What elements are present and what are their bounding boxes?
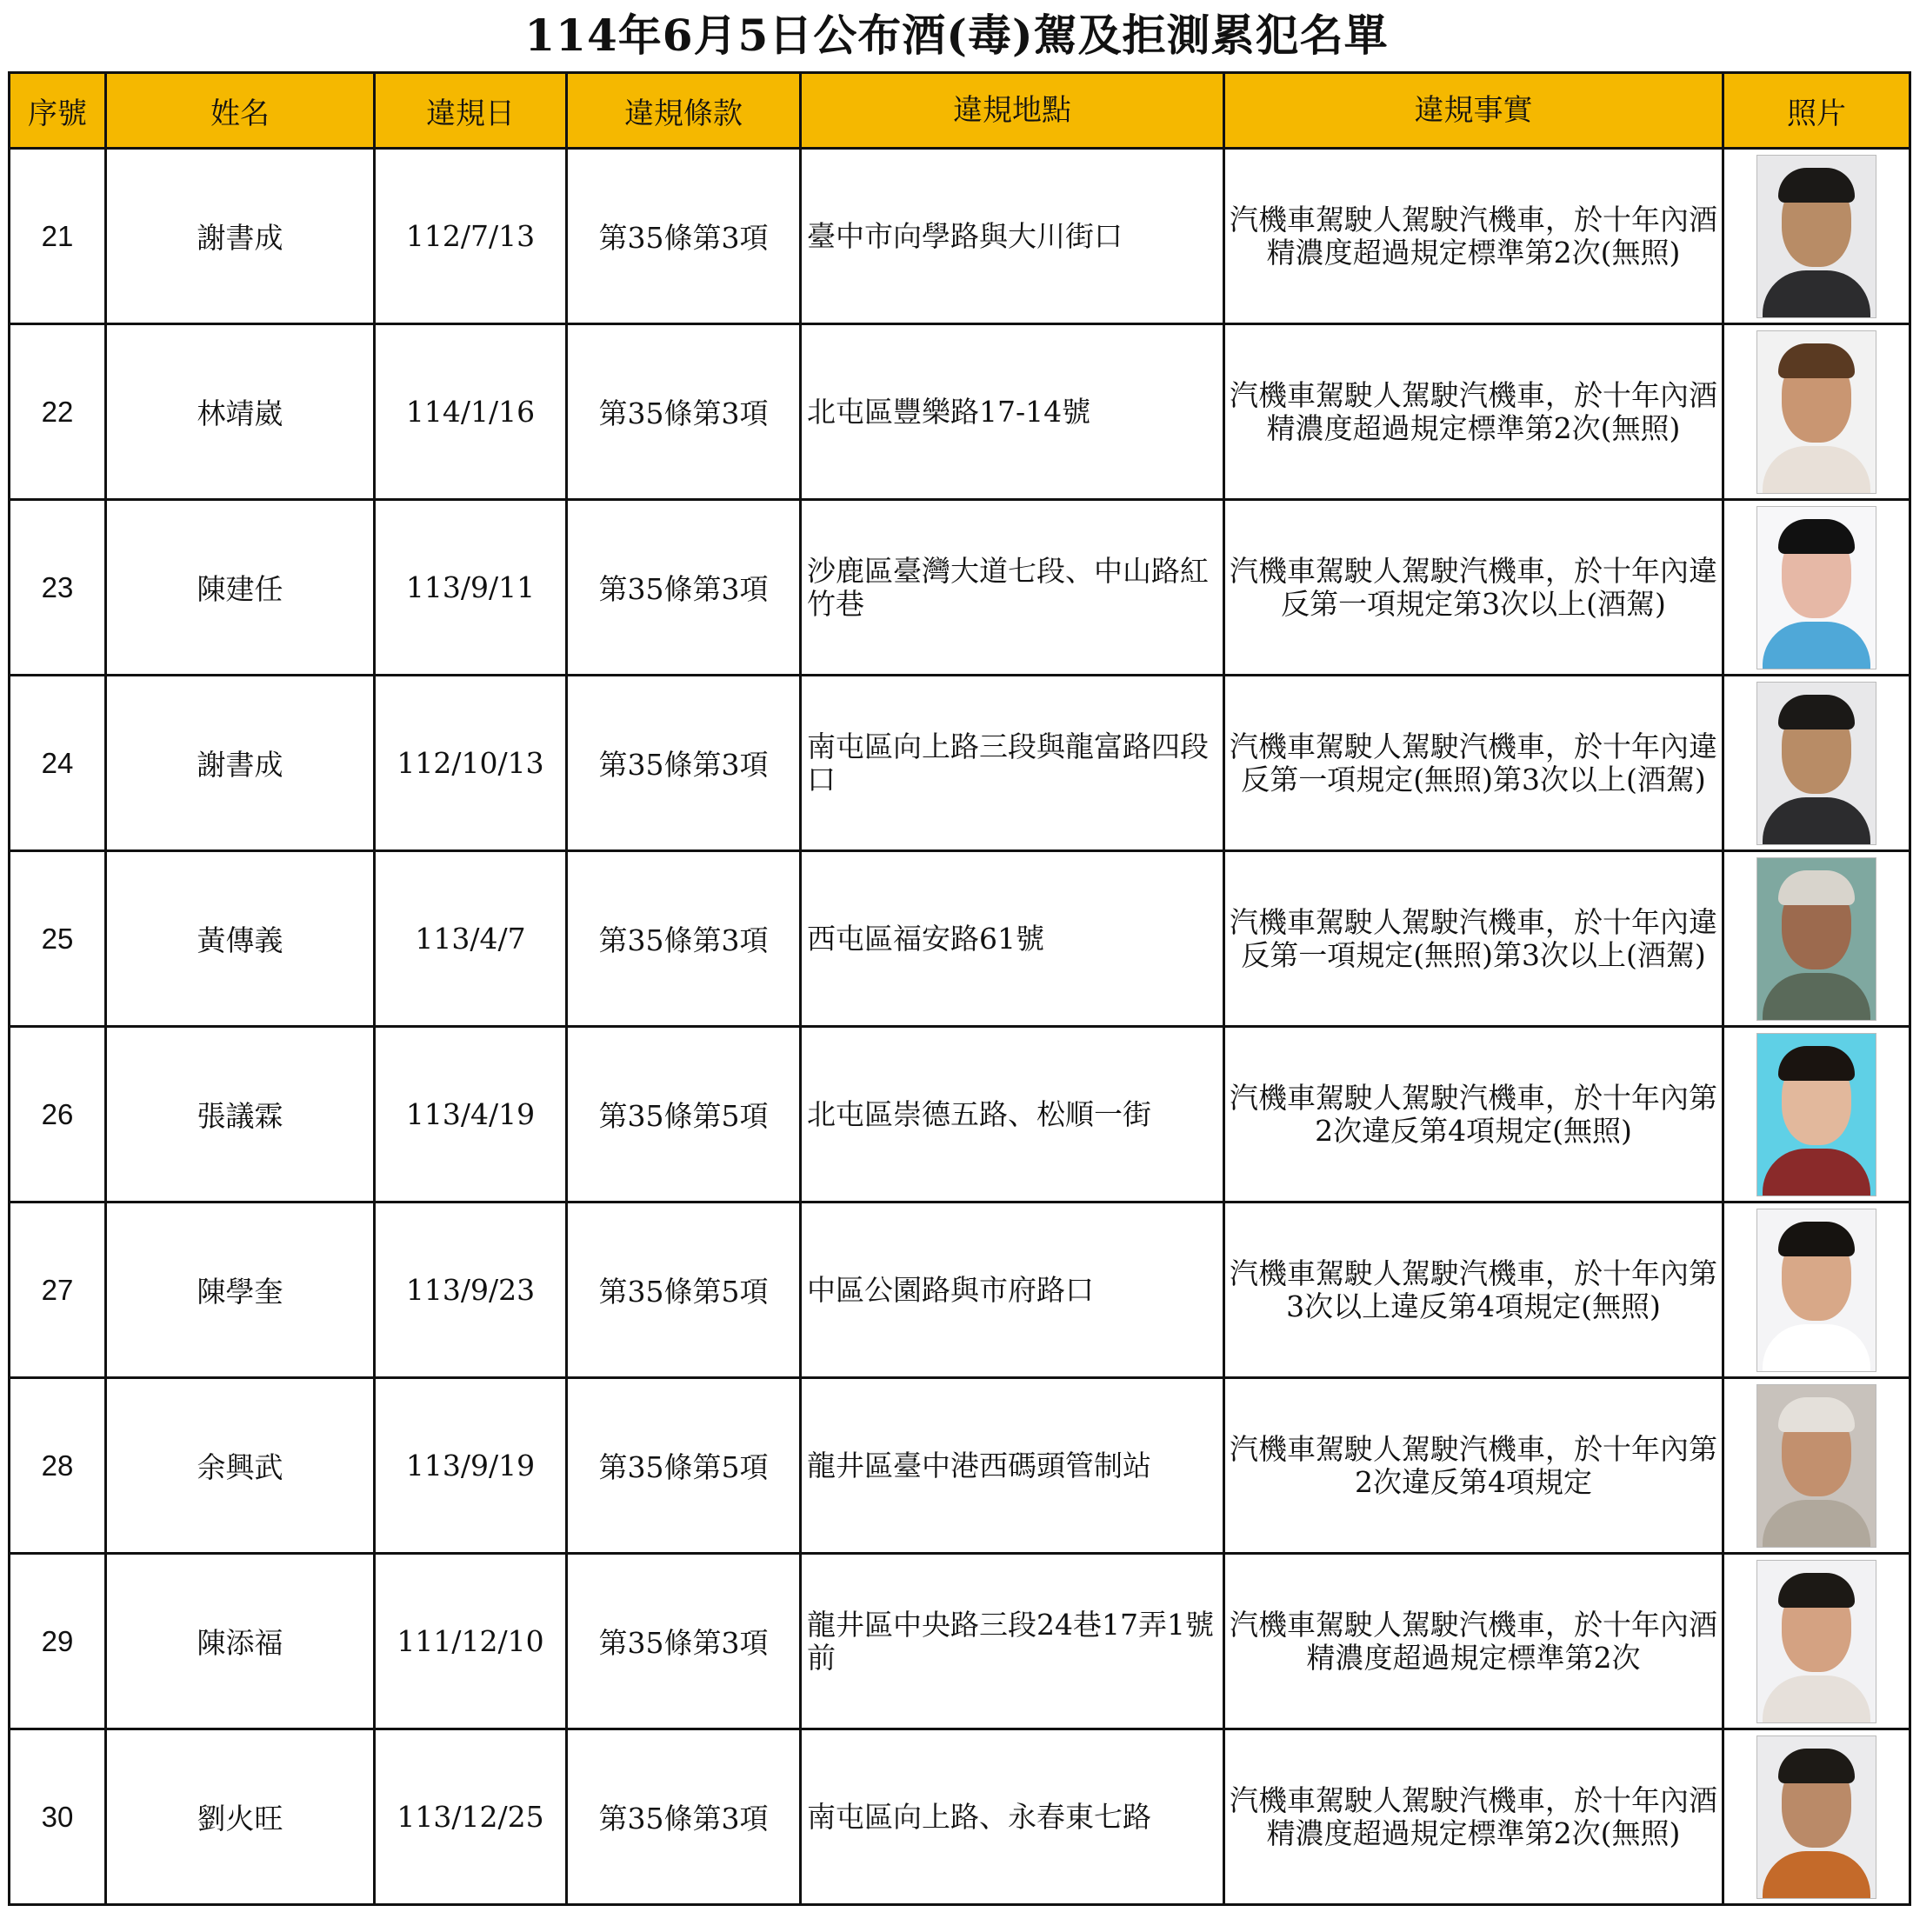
row-photo-cell: [1723, 324, 1910, 500]
row-seq: 24: [10, 676, 106, 851]
person-photo-icon: [1756, 1033, 1876, 1196]
row-name: 陳學奎: [106, 1203, 375, 1378]
row-date: 113/9/19: [375, 1378, 567, 1554]
row-location: 龍井區中央路三段24巷17弄1號前: [801, 1554, 1224, 1729]
row-fact: 汽機車駕駛人駕駛汽機車，於十年內酒精濃度超過規定標準第2次(無照): [1224, 1729, 1723, 1905]
row-date: 112/10/13: [375, 676, 567, 851]
header-fact: 違規事實: [1224, 73, 1723, 149]
row-law: 第35條第3項: [567, 149, 801, 324]
row-fact: 汽機車駕駛人駕駛汽機車，於十年內違反第一項規定(無照)第3次以上(酒駕): [1224, 851, 1723, 1027]
row-name: 林靖崴: [106, 324, 375, 500]
row-fact: 汽機車駕駛人駕駛汽機車，於十年內酒精濃度超過規定標準第2次: [1224, 1554, 1723, 1729]
header-law: 違規條款: [567, 73, 801, 149]
photo-hair: [1778, 343, 1855, 378]
photo-hair: [1778, 519, 1855, 554]
row-photo-cell: [1723, 149, 1910, 324]
row-name: 張議霖: [106, 1027, 375, 1203]
row-fact: 汽機車駕駛人駕駛汽機車，於十年內酒精濃度超過規定標準第2次(無照): [1224, 149, 1723, 324]
row-date: 114/1/16: [375, 324, 567, 500]
photo-shoulders: [1763, 1851, 1870, 1899]
row-name: 謝書成: [106, 149, 375, 324]
photo-shoulders: [1763, 270, 1870, 318]
photo-hair: [1778, 695, 1855, 729]
photo-hair: [1778, 1046, 1855, 1081]
photo-shoulders: [1763, 622, 1870, 670]
row-fact: 汽機車駕駛人駕駛汽機車，於十年內第3次以上違反第4項規定(無照): [1224, 1203, 1723, 1378]
row-law: 第35條第3項: [567, 500, 801, 676]
photo-shoulders: [1763, 973, 1870, 1021]
header-name: 姓名: [106, 73, 375, 149]
table-row: [10, 149, 1910, 324]
person-photo-icon: [1756, 1560, 1876, 1723]
row-seq: 30: [10, 1729, 106, 1905]
header-photo: 照片: [1723, 73, 1910, 149]
row-date: 113/4/19: [375, 1027, 567, 1203]
person-photo-icon: [1756, 506, 1876, 670]
row-date: 113/9/11: [375, 500, 567, 676]
row-fact: 汽機車駕駛人駕駛汽機車，於十年內酒精濃度超過規定標準第2次(無照): [1224, 324, 1723, 500]
photo-hair: [1778, 1749, 1855, 1783]
table-row: [10, 851, 1910, 1027]
table-row: [10, 324, 1910, 500]
person-photo-icon: [1756, 155, 1876, 318]
table-row: [10, 1027, 1910, 1203]
table-header-row: [10, 73, 1910, 149]
row-location: 南屯區向上路、永春東七路: [801, 1729, 1224, 1905]
photo-shoulders: [1763, 1324, 1870, 1372]
row-photo-cell: [1723, 1554, 1910, 1729]
row-location: 中區公園路與市府路口: [801, 1203, 1224, 1378]
photo-hair: [1778, 168, 1855, 203]
row-location: 龍井區臺中港西碼頭管制站: [801, 1378, 1224, 1554]
photo-shoulders: [1763, 797, 1870, 845]
person-photo-icon: [1756, 1209, 1876, 1372]
row-law: 第35條第5項: [567, 1027, 801, 1203]
row-fact: 汽機車駕駛人駕駛汽機車，於十年內違反第一項規定(無照)第3次以上(酒駕): [1224, 676, 1723, 851]
row-location: 沙鹿區臺灣大道七段、中山路紅竹巷: [801, 500, 1224, 676]
row-law: 第35條第3項: [567, 1554, 801, 1729]
row-seq: 23: [10, 500, 106, 676]
photo-shoulders: [1763, 1676, 1870, 1723]
header-date: 違規日: [375, 73, 567, 149]
row-name: 劉火旺: [106, 1729, 375, 1905]
row-location: 西屯區福安路61號: [801, 851, 1224, 1027]
person-photo-icon: [1756, 1384, 1876, 1548]
row-name: 黃傳義: [106, 851, 375, 1027]
photo-hair: [1778, 1573, 1855, 1608]
header-location: 違規地點: [801, 73, 1224, 149]
table-row: [10, 1554, 1910, 1729]
row-law: 第35條第3項: [567, 324, 801, 500]
photo-shoulders: [1763, 1149, 1870, 1196]
row-location: 北屯區崇德五路、松順一街: [801, 1027, 1224, 1203]
row-photo-cell: [1723, 1027, 1910, 1203]
table-row: [10, 1203, 1910, 1378]
offender-table: [8, 71, 1911, 1906]
photo-shoulders: [1763, 446, 1870, 494]
row-seq: 21: [10, 149, 106, 324]
row-photo-cell: [1723, 500, 1910, 676]
row-name: 陳添福: [106, 1554, 375, 1729]
photo-hair: [1778, 1222, 1855, 1256]
row-date: 113/9/23: [375, 1203, 567, 1378]
header-seq: 序號: [10, 73, 106, 149]
row-fact: 汽機車駕駛人駕駛汽機車，於十年內第2次違反第4項規定: [1224, 1378, 1723, 1554]
row-seq: 25: [10, 851, 106, 1027]
row-photo-cell: [1723, 851, 1910, 1027]
row-law: 第35條第3項: [567, 851, 801, 1027]
page-title: 114年6月5日公布酒(毒)駕及拒測累犯名單: [524, 10, 1389, 61]
row-law: 第35條第3項: [567, 676, 801, 851]
row-seq: 28: [10, 1378, 106, 1554]
row-photo-cell: [1723, 676, 1910, 851]
row-seq: 26: [10, 1027, 106, 1203]
row-date: 113/4/7: [375, 851, 567, 1027]
row-law: 第35條第5項: [567, 1378, 801, 1554]
row-photo-cell: [1723, 1378, 1910, 1554]
row-law: 第35條第3項: [567, 1729, 801, 1905]
row-name: 謝書成: [106, 676, 375, 851]
person-photo-icon: [1756, 682, 1876, 845]
row-name: 陳建任: [106, 500, 375, 676]
table-row: [10, 500, 1910, 676]
row-date: 111/12/10: [375, 1554, 567, 1729]
row-date: 113/12/25: [375, 1729, 567, 1905]
table-row: [10, 676, 1910, 851]
row-seq: 29: [10, 1554, 106, 1729]
person-photo-icon: [1756, 330, 1876, 494]
row-location: 臺中市向學路與大川街口: [801, 149, 1224, 324]
row-location: 南屯區向上路三段與龍富路四段口: [801, 676, 1224, 851]
row-location: 北屯區豐樂路17-14號: [801, 324, 1224, 500]
person-photo-icon: [1756, 1735, 1876, 1899]
photo-shoulders: [1763, 1500, 1870, 1548]
row-law: 第35條第5項: [567, 1203, 801, 1378]
row-seq: 27: [10, 1203, 106, 1378]
photo-hair: [1778, 870, 1855, 905]
row-fact: 汽機車駕駛人駕駛汽機車，於十年內第2次違反第4項規定(無照): [1224, 1027, 1723, 1203]
table-row: [10, 1378, 1910, 1554]
photo-hair: [1778, 1397, 1855, 1432]
person-photo-icon: [1756, 857, 1876, 1021]
row-date: 112/7/13: [375, 149, 567, 324]
row-photo-cell: [1723, 1203, 1910, 1378]
row-photo-cell: [1723, 1729, 1910, 1905]
row-seq: 22: [10, 324, 106, 500]
table-row: [10, 1729, 1910, 1905]
row-name: 余興武: [106, 1378, 375, 1554]
row-fact: 汽機車駕駛人駕駛汽機車，於十年內違反第一項規定第3次以上(酒駕): [1224, 500, 1723, 676]
